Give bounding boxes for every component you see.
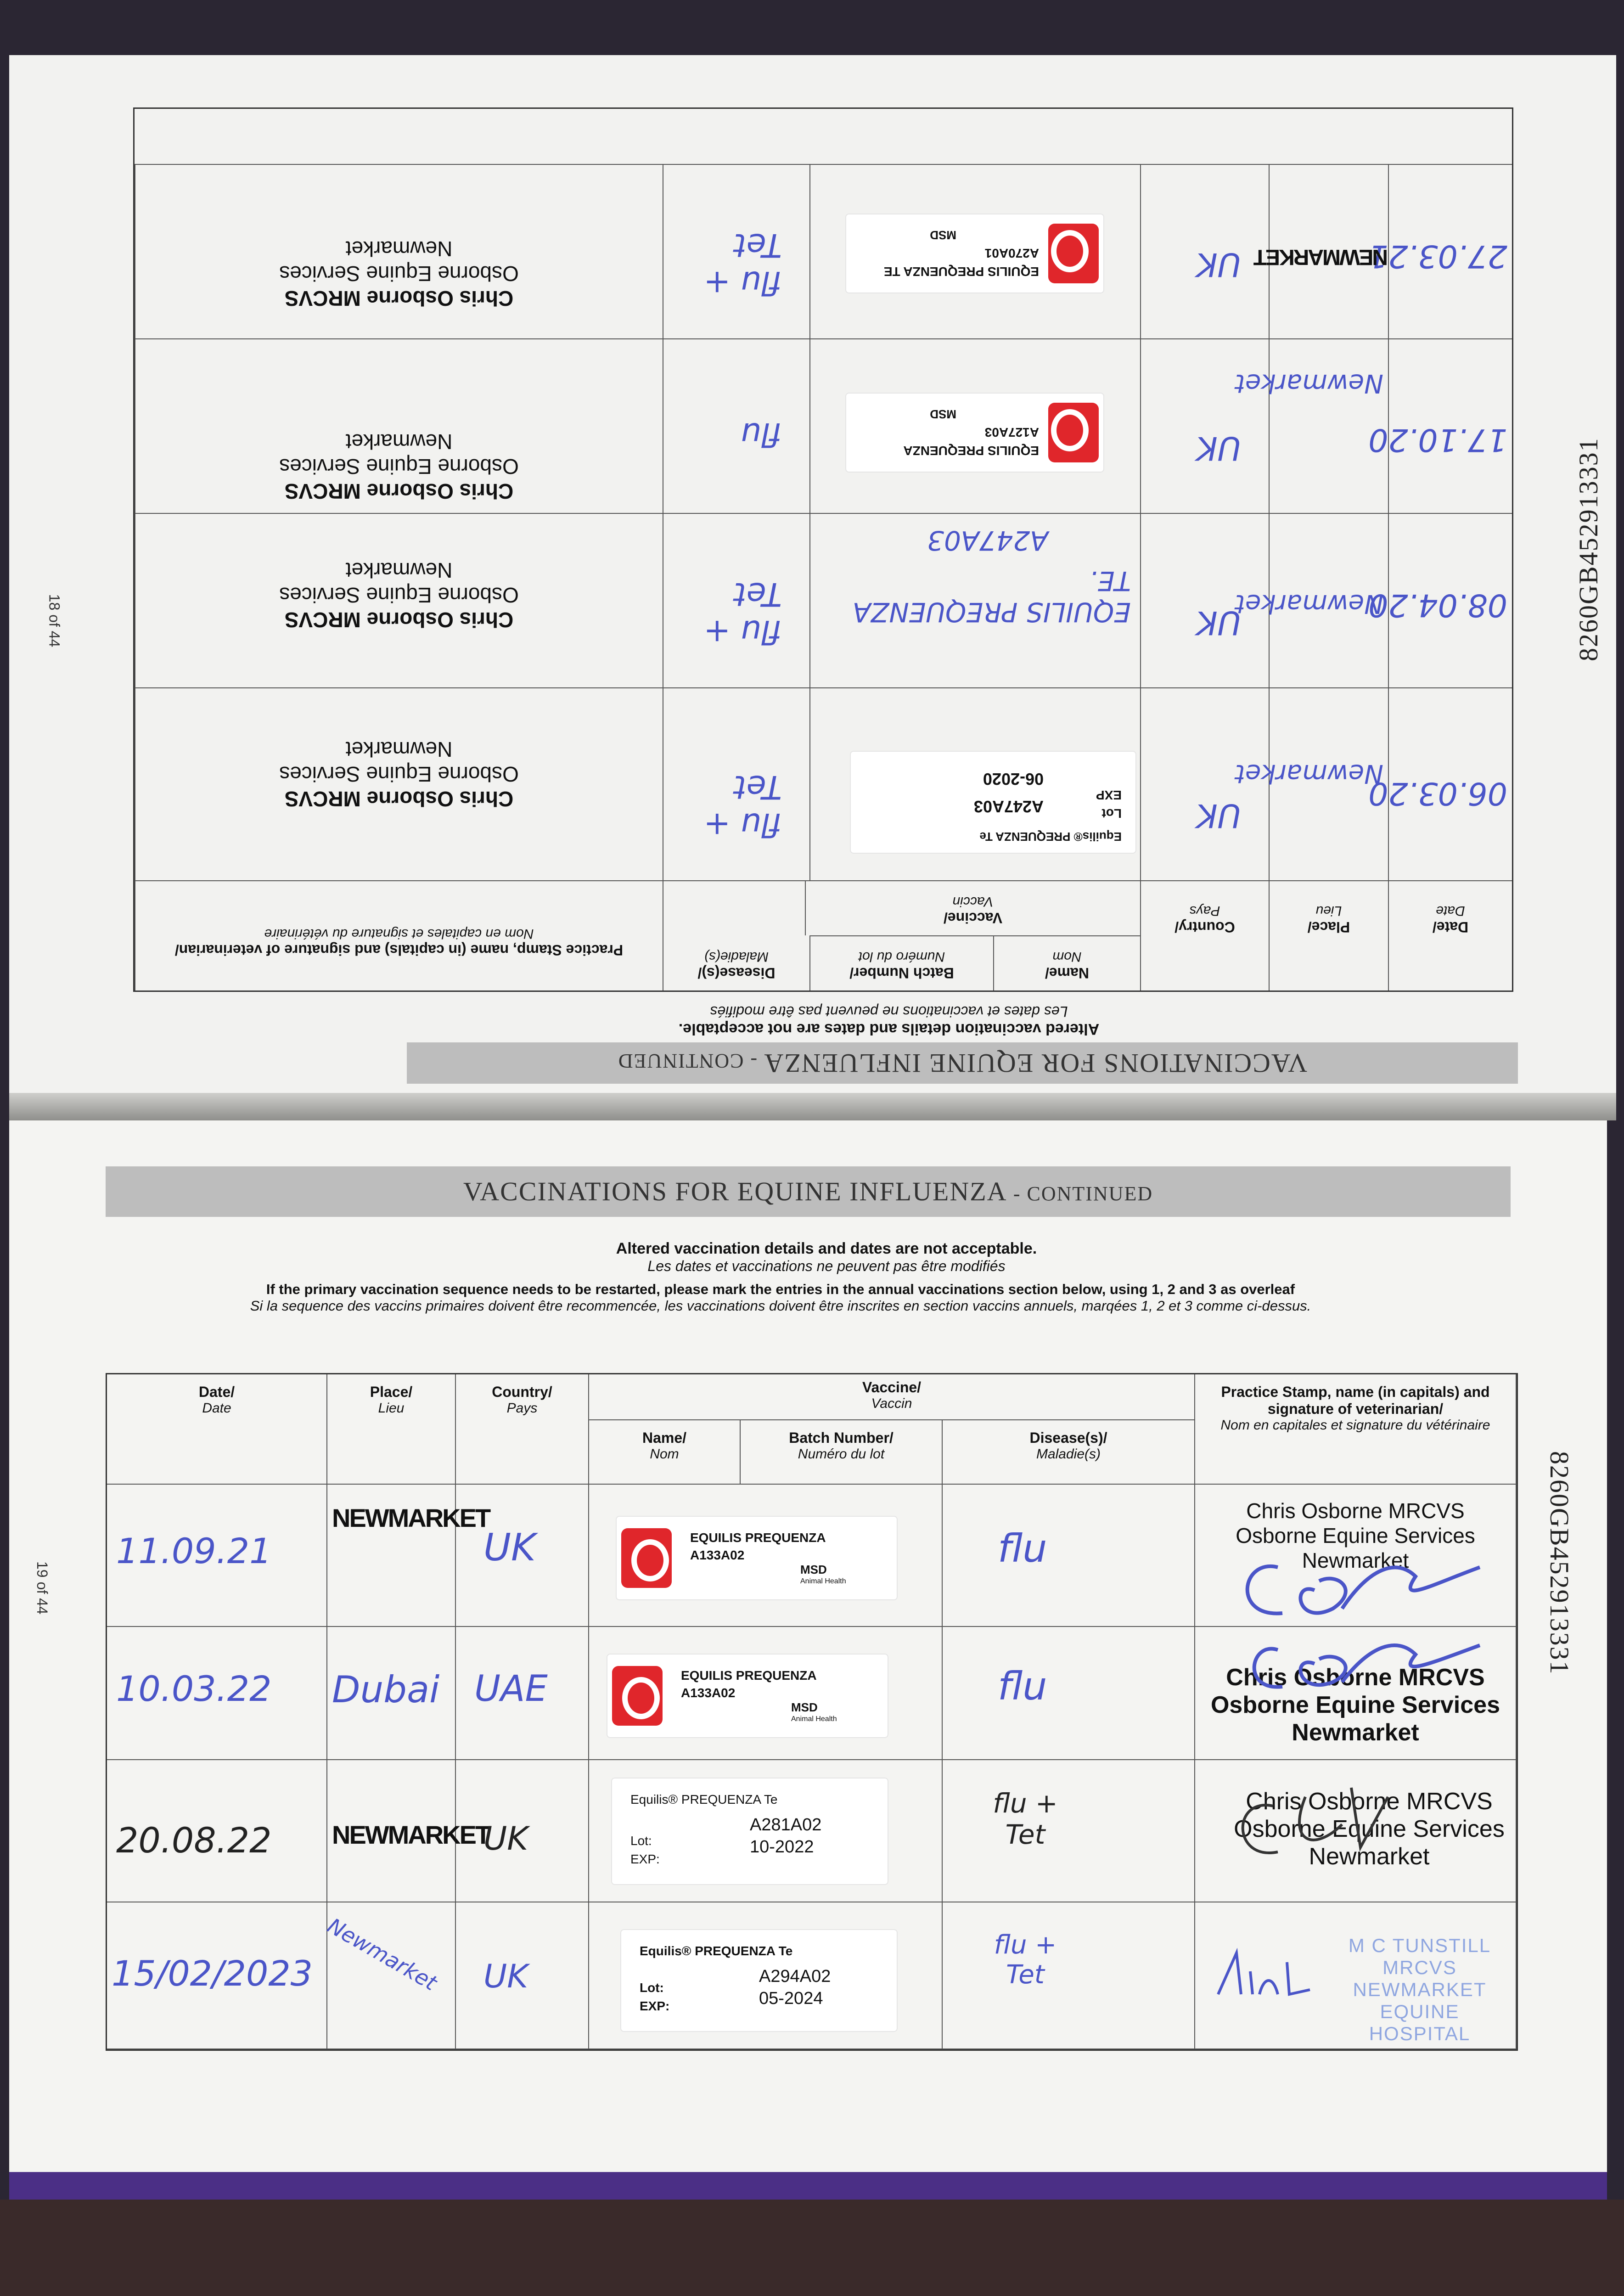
vaccine-label: Equilis® PREQUENZA Te Lot: EXP: A294A02 05-2024 xyxy=(621,1930,897,2031)
row3-stamp: Chris Osborne MRCVS Osborne Equine Services Newmarket xyxy=(1195,1760,1517,1902)
notice-en: Altered vaccination details and dates are not acceptable. xyxy=(616,1240,1037,1257)
row3-disease: flu xyxy=(663,338,809,513)
row1-vaccine xyxy=(809,687,1140,880)
vaccine-label: EQUILIS PREQUENZA A133A02 MSD Animal Health xyxy=(617,1517,897,1599)
vaccine-label: Equilis® PREQUENZA Te Lot: EXP: A281A02 10-2022 xyxy=(612,1778,888,1884)
passport-number: 8260GB452913331 xyxy=(1545,1451,1574,1675)
section-suffix: - CONTINUED xyxy=(1013,1182,1153,1205)
row4-date: 27.03.21 xyxy=(1388,164,1512,338)
row3-date: 20.08.22 xyxy=(107,1760,327,1902)
row1-vaccine xyxy=(589,1485,943,1627)
restart-en: If the primary vaccination sequence needs to be restarted, please mark the entries in the annual vaccinations section below, using 1, 2 and 3 as overleaf xyxy=(266,1281,1295,1297)
row4-disease: flu + Tet xyxy=(663,164,809,338)
row4-vaccine xyxy=(809,164,1140,338)
row3-country: UK xyxy=(456,1760,589,1902)
header-stamp: Practice Stamp, name (in capitals) and signature of veterinarian/ Nom en capitales et signature du vétérinaire xyxy=(135,880,663,990)
notice-en: Altered vaccination details and dates are not acceptable. xyxy=(678,1020,1100,1038)
notice xyxy=(459,1240,1194,1275)
vet-signature xyxy=(1223,1540,1498,1632)
row3-date: 17.10.20 xyxy=(1388,338,1512,513)
passport-number: 8260GB452913331 xyxy=(1573,437,1603,661)
row2-country: UK xyxy=(1140,513,1269,687)
header-batch: Batch Number/ Numéro du lot xyxy=(741,1420,943,1485)
header-batch: Batch Number/ Numéro du lot xyxy=(809,935,993,990)
row4-vaccine xyxy=(589,1902,943,2049)
page-18-content xyxy=(0,18,1624,1111)
notice-fr: Les dates et vaccinations ne peuvent pas être modifiés xyxy=(710,1003,1068,1020)
header-disease: Disease(s)/ Maladie(s) xyxy=(943,1420,1195,1485)
header-country: Country/ Pays xyxy=(456,1374,589,1485)
row4-date: 15/02/2023 xyxy=(107,1902,327,2049)
header-vaccine: Vaccine/ Vaccin xyxy=(805,880,1140,935)
row3-place: Newmarket xyxy=(1269,338,1388,513)
prequenza-logo-icon xyxy=(612,1666,663,1726)
row4-stamp: M C TUNSTILL MRCVS NEWMARKET EQUINE HOSPITAL xyxy=(1195,1902,1517,2049)
vet-signature xyxy=(1223,1627,1498,1700)
row2-country: UAE xyxy=(456,1627,589,1760)
vaccine-label: Equilis® PREQUENZA Te Lot EXP A247A03 06-2020 xyxy=(851,752,1135,853)
vaccine-label: EQUILIS PREQUENZA A133A02 MSD Animal Health xyxy=(607,1654,888,1737)
header-country: Country/ Pays xyxy=(1140,880,1269,990)
header-date: Date/ Date xyxy=(1388,880,1512,990)
row4-disease: flu + Tet xyxy=(943,1902,1195,2049)
row2-vaccine: EQUILIS PREQUENZA TE. A247A03 xyxy=(809,513,1140,687)
row4-stamp: Chris Osborne MRCVS Osborne Equine Services Newmarket xyxy=(135,164,663,338)
row1-country: UK xyxy=(456,1485,589,1627)
prequenza-logo-icon xyxy=(1048,403,1099,462)
scan-margin xyxy=(0,2200,1624,2296)
header-place: Place/ Lieu xyxy=(327,1374,456,1485)
row1-disease: flu xyxy=(943,1485,1195,1627)
row1-disease: flu + Tet xyxy=(663,687,809,880)
vet-signature xyxy=(1209,1944,1328,2008)
vaccination-table xyxy=(133,107,1513,992)
row3-place: NEWMARKET xyxy=(327,1760,456,1902)
header-stamp: Practice Stamp, name (in capitals) and signature of veterinarian/ Nom en capitales et signature du vétérinaire xyxy=(1195,1374,1517,1485)
section-title: VACCINATIONS FOR EQUINE INFLUENZA xyxy=(764,1048,1308,1078)
row3-vaccine xyxy=(809,338,1140,513)
vaccine-label: EQUILIS PREQUENZA TE A270A01 MSD xyxy=(846,214,1103,293)
row2-date: 10.03.22 xyxy=(107,1627,327,1760)
row2-place: Dubai xyxy=(327,1627,456,1760)
vet-signature xyxy=(1223,1769,1416,1870)
row2-disease: flu xyxy=(943,1627,1195,1760)
header-name: Name/ Nom xyxy=(589,1420,741,1485)
row1-date: 06.03.20 xyxy=(1388,687,1512,880)
row4-place: Newmarket xyxy=(327,1902,456,2049)
restart-instructions xyxy=(101,1281,1460,1314)
section-suffix: - CONTINUED xyxy=(617,1050,758,1072)
row1-place: NEWMARKET xyxy=(327,1485,456,1627)
prequenza-logo-icon xyxy=(621,1528,672,1588)
vaccine-label: EQUILIS PREQUENZA A127A03 MSD xyxy=(846,394,1103,472)
row3-stamp: Chris Osborne MRCVS Osborne Equine Services Newmarket xyxy=(135,338,663,513)
header-name: Name/ Nom xyxy=(993,935,1140,990)
section-title: VACCINATIONS FOR EQUINE INFLUENZA xyxy=(463,1176,1006,1206)
row1-stamp: Chris Osborne MRCVS Osborne Equine Services Newmarket xyxy=(1195,1485,1517,1627)
notice xyxy=(568,1003,1210,1038)
row4-place: NEWMARKET xyxy=(1269,164,1388,338)
page-number: 19 of 44 xyxy=(34,1561,51,1615)
row3-disease: flu + Tet xyxy=(943,1760,1195,1902)
row2-date: 08.04.20 xyxy=(1388,513,1512,687)
cover-edge xyxy=(9,2172,1607,2200)
prequenza-logo-icon xyxy=(1048,224,1099,283)
section-title-bar xyxy=(106,1166,1511,1217)
row2-place: Newmarket xyxy=(1269,513,1388,687)
row2-stamp: Chris Osborne MRCVS Osborne Equine Services Newmarket xyxy=(135,513,663,687)
row2-disease: flu + Tet xyxy=(663,513,809,687)
row1-date: 11.09.21 xyxy=(107,1485,327,1627)
row1-stamp: Chris Osborne MRCVS Osborne Equine Services Newmarket xyxy=(135,687,663,880)
row3-vaccine xyxy=(589,1760,943,1902)
row1-place: Newmarket xyxy=(1269,687,1388,880)
row2-stamp: Chris Osborne MRCVS Osborne Equine Services Newmarket xyxy=(1195,1627,1517,1760)
restart-fr: Si la sequence des vaccins primaires doivent être recommencée, les vaccinations doivent être inscrites en section vaccins annuels, marqées 1, 2 et 3 comme ci-dessus. xyxy=(250,1298,1311,1314)
header-place: Place/ Lieu xyxy=(1269,880,1388,990)
header-date: Date/ Date xyxy=(107,1374,327,1485)
row4-country: UK xyxy=(1140,164,1269,338)
vaccination-table xyxy=(106,1373,1518,2051)
header-vaccine: Vaccine/ Vaccin xyxy=(589,1374,1195,1420)
row2-vaccine xyxy=(589,1627,943,1760)
row1-country: UK xyxy=(1140,687,1269,880)
row3-country: UK xyxy=(1140,338,1269,513)
page-number: 18 of 44 xyxy=(46,594,63,647)
section-title-bar xyxy=(407,1042,1518,1084)
header-disease: Disease(s)/ Maladie(s) xyxy=(663,880,809,990)
notice-fr: Les dates et vaccinations ne peuvent pas être modifiés xyxy=(647,1258,1006,1274)
row4-country: UK xyxy=(456,1902,589,2049)
